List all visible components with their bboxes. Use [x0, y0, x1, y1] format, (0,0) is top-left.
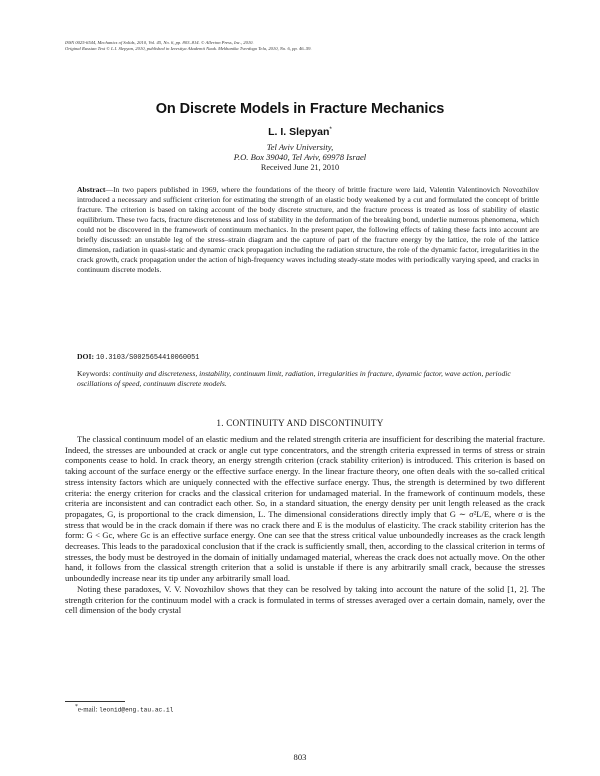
author-email-link[interactable]: leonid@eng.tau.ac.il [99, 706, 174, 714]
author-name: L. I. Slepyan [268, 126, 330, 138]
affiliation [0, 142, 600, 162]
keywords [77, 369, 539, 389]
page-number: 803 [293, 752, 307, 762]
doi-value[interactable]: 10.3103/S0025654410060051 [96, 354, 200, 362]
doi-label: DOI: [77, 352, 95, 361]
abstract-text: In two papers published in 1969, where the foundations of the theory of brittle fracture were laid, Valentin Valentinovich Novozhilov introduced a necessary and sufficient criterion for estimating the strength of an elastic body weakened by a cut and formulated the concept of brittle fracture. The criterion is based on taking account of the body discrete structure, and the fracture process is treated as loss of stability of elastic equilibrium. These two facts, fracture discreteness and loss of stability in the deformation of the breaking bond, underlie numerous phenomena, which could not be discovered in the framework of continuum mechanics. In the present paper, the following effects of taking these facts into account are briefly discussed: an unstable leg of the stress–strain diagram and the capture of part of the fracture energy by the lattice, the role of the lattice dimension, radiation in quasi-static and dynamic crack propagation including the radiation structure, the role of the dynamic factor, irregularities in the crack growth, crack propagation under the action of high-frequency waves including steady-state modes with periodically varying speed, and cracks in continuum discrete models. [77, 185, 539, 274]
journal-citation-line: ISSN 0025-6544, Mechanics of Solids, 2010, Vol. 45, No. 6, pp. 803–814. © Allerton Press, Inc., 2010. [65, 40, 254, 45]
author [0, 126, 600, 138]
footnote [75, 704, 173, 713]
paragraph: The classical continuum model of an elastic medium and the related strength criteria are insufficient for describing the material fracture. Indeed, the stresses are unbounded at crack or angle cut type concentrators, and the strength criteria expressed in terms of stress or strain components cease to hold. In crack theory, an energy strength criterion (crack stability criterion) is introduced. This criterion is based on taking account of the surface energy or the effective surface energy. In the linear fracture theory, one often deals with the so-called critical stress intensity factors which are uniquely connected with the effective surface energy. Thus, the strength is determined by two different criteria: the energy criterion for cracks and the classical criterion for undamaged material. In the framework of continuum models, these criteria are inconsistent and can contradict each other. So, in a standard situation, the energy density per unit length released as the crack propagates, G, is proportional to the crack dimension, L. The dimensional considerations directly imply that G ∼ σ²L/E, where σ is the stress that would be in the crack domain if there was no crack there and E is the modulus of elasticity. The crack stability criterion has the form: G < Gc, where Gc is an effective surface energy. One can see that the stress critical value unboundedly increases as the crack length decreases. This leads to the paradoxical conclusion that if the crack is sufficiently small, then, according to the classical criterion in terms of stresses, the body must be destroyed in the domain of initially undamaged material, whereas the crack does not actually move. On the other hand, it follows from the classical strength criterion that a solid is unstable if there is any arbitrarily small crack, because the stresses unboundedly increase near its tip under any arbitrarily small load. [65, 434, 545, 584]
paragraph: Noting these paradoxes, V. V. Novozhilov shows that they can be resolved by taking into account the nature of the solid [1, 2]. The strength criterion for the continuum model with a crack is formulated in terms of stresses averaged over a certain domain, namely, over the cell dimension of the body crystal [65, 583, 545, 616]
journal-header [65, 40, 545, 52]
paper-title: On Discrete Models in Fracture Mechanics [155, 101, 445, 117]
footnote-mark: * [75, 704, 78, 710]
keywords-text: continuity and discreteness, instability, continuum limit, radiation, irregularities in fracture, dynamic factor, wave action, periodic oscillations of speed, continuum discrete models. [77, 369, 511, 388]
abstract-dash: — [105, 185, 114, 194]
footnote-divider [65, 701, 125, 702]
body-text [65, 434, 545, 616]
received-date: Received June 21, 2010 [260, 163, 340, 172]
author-footnote-mark: * [329, 126, 332, 133]
affiliation-line-1: Tel Aviv University, [266, 142, 334, 152]
keywords-label: Keywords: [77, 369, 111, 378]
affiliation-line-2: P.O. Box 39040, Tel Aviv, 69978 Israel [233, 152, 367, 162]
doi [77, 352, 539, 362]
abstract [77, 185, 539, 275]
section-heading: 1. CONTINUITY AND DISCONTINUITY [216, 418, 384, 428]
abstract-label: Abstract [77, 185, 106, 194]
footnote-label: e-mail: [77, 706, 98, 714]
original-text-line: Original Russian Text © L.I. Slepyan, 2010, published in Izvestiya Akademii Nauk. Mekhanika Tverdogo Tela, 2010, No. 6, pp. 46–59. [65, 46, 312, 52]
